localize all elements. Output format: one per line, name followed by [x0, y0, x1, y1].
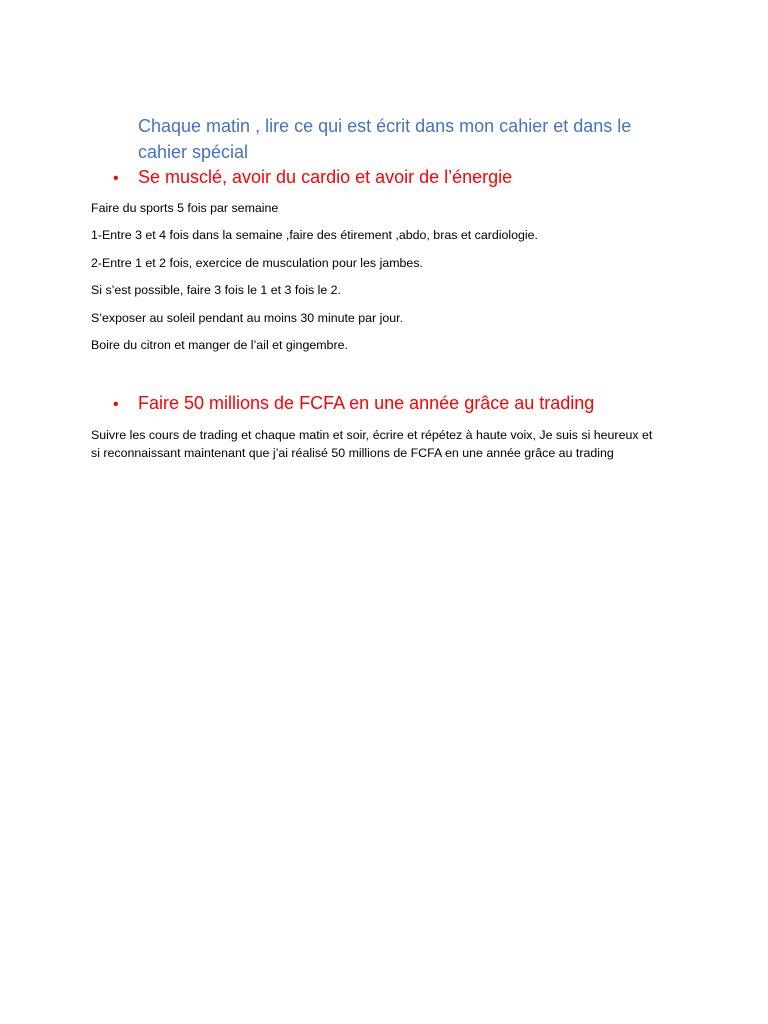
- intro-text: [138, 113, 678, 165]
- paragraph-sport-frequency: Faire du sports 5 fois par semaine: [91, 201, 279, 215]
- paragraph-plan-1: 1-Entre 3 et 4 fois dans la semaine ,faire des étirement ,abdo, bras et cardiologie.: [91, 228, 539, 242]
- bullet-icon: •: [113, 396, 119, 413]
- paragraph-trading-line-2: si reconnaissant maintenant que j’ai réalisé 50 millions de FCFA en une année grâce au trading: [91, 446, 614, 460]
- paragraph-diet: Boire du citron et manger de l’ail et gingembre.: [91, 338, 348, 352]
- heading-trading-text: Faire 50 millions de FCFA en une année grâce au trading: [138, 393, 595, 413]
- intro-line-1: Chaque matin , lire ce qui est écrit dans mon cahier et dans le: [138, 116, 632, 136]
- paragraph-trading-line-1: Suivre les cours de trading et chaque matin et soir, écrire et répétez à haute voix, Je suis si heureux et: [91, 428, 653, 442]
- paragraph-sun: S’exposer au soleil pendant au moins 30 minute par jour.: [91, 311, 404, 325]
- paragraph-plan-2: 2-Entre 1 et 2 fois, exercice de musculation pour les jambes.: [91, 256, 423, 270]
- bullet-heading-trading: [113, 391, 713, 417]
- heading-fitness-text: Se musclé, avoir du cardio et avoir de l’énergie: [138, 167, 513, 187]
- intro-line-2: cahier spécial: [138, 142, 249, 162]
- paragraph-plan-combo: Si s’est possible, faire 3 fois le 1 et 3 fois le 2.: [91, 283, 342, 297]
- paragraph-trading: [91, 426, 691, 462]
- bullet-icon: •: [113, 170, 119, 187]
- bullet-heading-fitness: [113, 165, 713, 191]
